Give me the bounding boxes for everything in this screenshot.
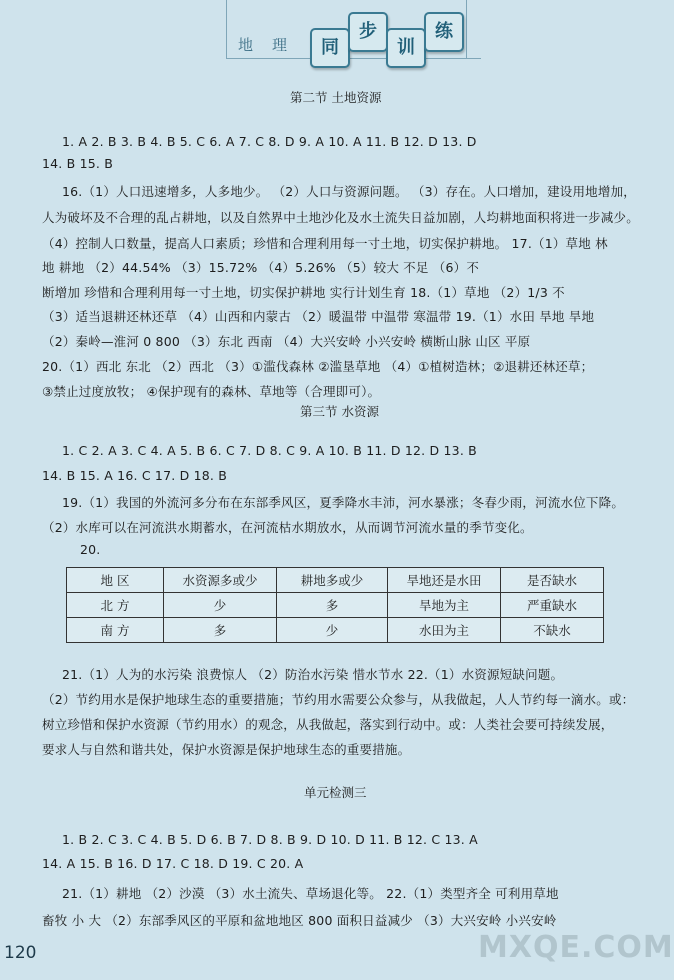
answer-line: 20.: [80, 542, 101, 557]
answer-line: 21.（1）人为的水污染 浪费惊人 （2）防治水污染 惜水节水 22.（1）水资源短缺问题。: [62, 667, 564, 682]
table-header-cell: 旱地还是水田: [388, 568, 501, 593]
table-row: [67, 618, 604, 643]
answer-line: 畜牧 小 大 （2）东部季风区的平原和盆地地区 800 面积日益减少 （3）大兴安岭 小兴安岭: [42, 913, 557, 928]
answer-line: 14. B 15. A 16. C 17. D 18. B: [42, 468, 228, 483]
answer-line: 人为破坏及不合理的乱占耕地，以及自然界中土地沙化及水土流失日益加剧，人均耕地面积将进一步减少。: [42, 210, 639, 225]
answer-line: （2）水库可以在河流洪水期蓄水，在河流枯水期放水，从而调节河流水量的季节变化。: [42, 520, 533, 535]
answer-line: 要求人与自然和谐共处，保护水资源是保护地球生态的重要措施。: [42, 742, 411, 757]
header-badge: 步: [348, 12, 388, 52]
answer-line: 14. B 15. B: [42, 156, 114, 171]
table-cell: 严重缺水: [501, 593, 604, 618]
table-header-cell: 地 区: [67, 568, 164, 593]
answer-line: 16.（1）人口迅速增多，人多地少。 （2）人口与资源问题。 （3）存在。人口增加，建设用地增加，: [62, 184, 636, 199]
table-row: [67, 593, 604, 618]
answer-line: 19.（1）我国的外流河多分布在东部季风区，夏季降水丰沛，河水暴涨；冬春少雨，河流水位下降。: [62, 495, 625, 510]
answer-line: （3）适当退耕还林还草 （4）山西和内蒙古 （2）暖温带 中温带 寒温带 19.（1）水田 旱地 旱地: [42, 309, 595, 324]
answer-line: 地 耕地 （2）44.54% （3）15.72% （4）5.26% （5）较大 不足 （6）不: [42, 260, 480, 275]
answer-line: （4）控制人口数量，提高人口素质；珍惜和合理利用每一寸土地，切实保护耕地。 17.（1）草地 林: [42, 236, 608, 251]
answer-line: 1. C 2. A 3. C 4. A 5. B 6. C 7. D 8. C 9. A 10. B 11. D 12. D 13. B: [62, 443, 477, 458]
header-badge: 练: [424, 12, 464, 52]
header-subject-char: 理: [272, 36, 290, 54]
answer-line: ③禁止过度放牧； ④保护现有的森林、草地等（合理即可）。: [42, 384, 381, 399]
table-cell: 水田为主: [388, 618, 501, 643]
table-cell: 多: [164, 618, 277, 643]
answer-line: 20.（1）西北 东北 （2）西北 （3）①滥伐森林 ②滥垦草地 （4）①植树造林；②退耕还林还草；: [42, 359, 594, 374]
table-header-cell: 是否缺水: [501, 568, 604, 593]
table-cell: 少: [277, 618, 388, 643]
table-header-cell: 水资源多或少: [164, 568, 277, 593]
header-badge: 训: [386, 28, 426, 68]
section-title-water: 第三节 水资源: [300, 404, 379, 419]
header-badge: 同: [310, 28, 350, 68]
section-title-land: 第二节 土地资源: [290, 90, 382, 105]
header-subject-char: 地: [238, 36, 256, 54]
answer-line: 断增加 珍惜和合理利用每一寸土地，切实保护耕地 实行计划生育 18.（1）草地 （2）1/3 不: [42, 285, 565, 300]
site-watermark: MXQE.COM: [478, 930, 674, 965]
table-cell: 少: [164, 593, 277, 618]
table-cell: 南 方: [67, 618, 164, 643]
table-cell: 不缺水: [501, 618, 604, 643]
page-number: 120: [4, 943, 37, 963]
answer-line: 树立珍惜和保护水资源（节约用水）的观念，从我做起，落实到行动中。或：人类社会要可持续发展，: [42, 717, 614, 732]
table-cell: 多: [277, 593, 388, 618]
answer-line: （2）秦岭—淮河 0 800 （3）东北 西南 （4）大兴安岭 小兴安岭 横断山脉 山区 平原: [42, 334, 531, 349]
table-cell: 旱地为主: [388, 593, 501, 618]
table-cell: 北 方: [67, 593, 164, 618]
answer-line: 21.（1）耕地 （2）沙漠 （3）水土流失、草场退化等。 22.（1）类型齐全 可利用草地: [62, 886, 559, 901]
answer-line: （2）节约用水是保护地球生态的重要措施；节约用水需要公众参与，从我做起，人人节约每一滴水。或：: [42, 692, 635, 707]
answer-line: 1. B 2. C 3. C 4. B 5. D 6. B 7. D 8. B 9. D 10. D 11. B 12. C 13. A: [62, 832, 478, 847]
table-header-cell: 耕地多或少: [277, 568, 388, 593]
answer-line: 14. A 15. B 16. D 17. C 18. D 19. C 20. A: [42, 856, 304, 871]
answer-line: 1. A 2. B 3. B 4. B 5. C 6. A 7. C 8. D 9. A 10. A 11. B 12. D 13. D: [62, 134, 477, 149]
water-resources-table: [66, 567, 604, 643]
table-header-row: [67, 568, 604, 593]
section-title-unit-test: 单元检测三: [304, 785, 367, 800]
